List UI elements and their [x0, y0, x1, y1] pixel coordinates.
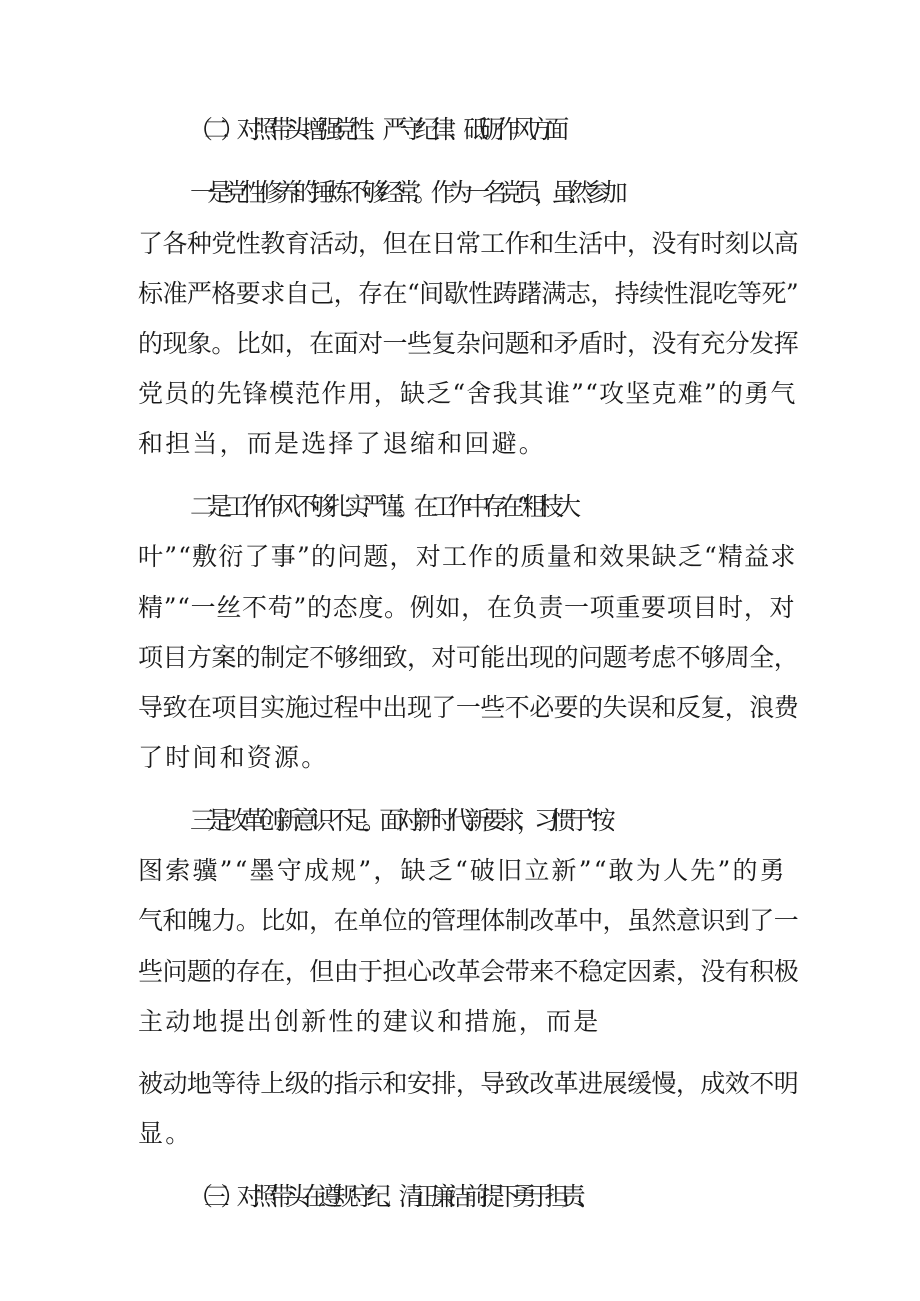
- paragraph-line: 主动地提出创新性的建议和措施，而是: [138, 1007, 601, 1036]
- section-heading-3: （三）对照带头在遵规守纪、清正廉洁前提下勇于担责、: [188, 1182, 594, 1211]
- paragraph-line: 二是工作作风不够扎实严谨。在工作中存在“粗枝大: [190, 492, 574, 521]
- paragraph-line: 叶”“敷衍了事”的问题，对工作的质量和效果缺乏“精益求: [138, 542, 797, 571]
- paragraph-line: 气和魄力。比如，在单位的管理体制改革中，虽然意识到了一: [138, 906, 799, 935]
- paragraph-line: 被动地等待上级的指示和安排，导致改革进展缓慢，成效不明: [138, 1069, 799, 1098]
- paragraph-line: 图索骥”“墨守成规”，缺乏“破旧立新”“敢为人先”的勇: [138, 856, 787, 885]
- paragraph-line: 了各种党性教育活动，但在日常工作和生活中，没有时刻以高: [138, 229, 799, 258]
- paragraph-line: 和担当，而是选择了退缩和回避。: [138, 429, 547, 458]
- paragraph-line: 三是改革创新意识不足。面对新时代新要求，习惯于“按: [190, 806, 608, 835]
- paragraph-line: 了时间和资源。: [138, 743, 329, 772]
- paragraph-line: 标准严格要求自己，存在“间歇性踌躇满志，持续性混吃等死”: [138, 279, 799, 308]
- paragraph-line: 些问题的存在，但由于担心改革会带来不稳定因素，没有积极: [138, 957, 799, 986]
- section-heading-2: （二）对照带头增强党性、严守纪律、砥砺作风方面: [188, 115, 561, 144]
- paragraph-line: 项目方案的制定不够细致，对可能出现的问题考虑不够周全，: [138, 643, 799, 672]
- paragraph-line: 导致在项目实施过程中出现了一些不必要的失误和反复，浪费: [138, 693, 799, 722]
- paragraph-line: 一是党性修养的锤炼不够经常。作为一名党员，虽然参加: [190, 178, 621, 207]
- paragraph-line: 精”“一丝不苟”的态度。例如，在负责一项重要项目时，对: [138, 593, 796, 622]
- paragraph-line: 党员的先锋模范作用，缺乏“舍我其谁”“攻坚克难”的勇气: [138, 379, 797, 408]
- paragraph-line: 的现象。比如，在面对一些复杂问题和矛盾时，没有充分发挥: [138, 329, 799, 358]
- paragraph-line: 显。: [138, 1119, 193, 1148]
